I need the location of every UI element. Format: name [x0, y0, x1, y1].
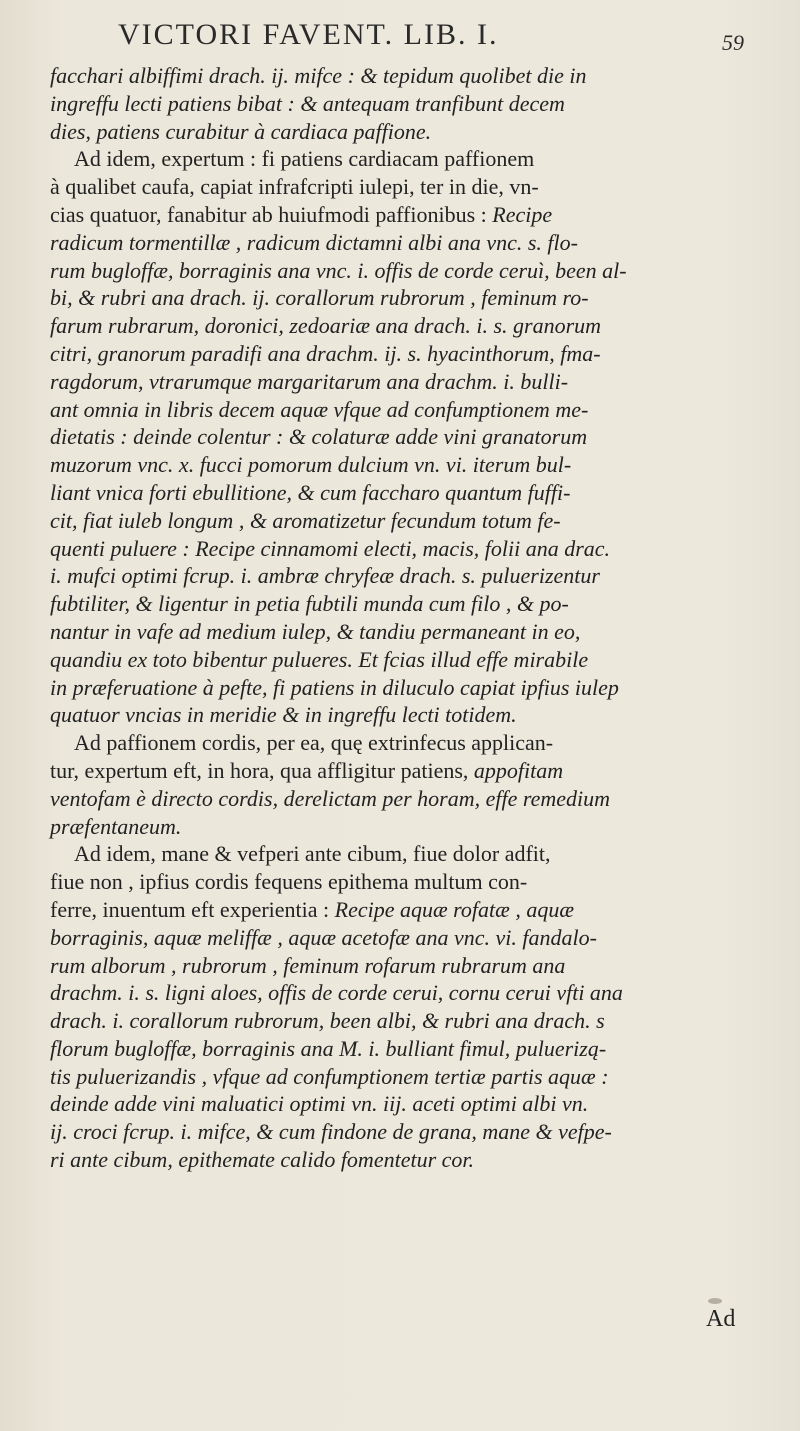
text-line: dies, patiens curabitur à cardiaca paffione.	[50, 118, 432, 144]
text-run: cias quatuor, fanabitur ab huiufmodi paffionibus :	[50, 201, 493, 227]
text-line: ant omnia in libris decem aquæ vfque ad confumptionem me-	[50, 396, 589, 422]
text-line: fiue non , ipfius cordis fequens epithema multum con-	[50, 869, 528, 895]
text-line: borraginis, aquæ meliffæ , aquæ acetofæ ana vnc. vi. fandalo-	[50, 924, 597, 950]
body-text	[50, 62, 788, 1174]
text-line: farum rubrarum, doronici, zedoariæ ana drach. i. s. granorum	[50, 313, 602, 339]
running-head: VICTORI FAVENT. LIB. I.	[118, 18, 499, 51]
text-line: fubtiliter, & ligentur in petia fubtili munda cum filo , & po-	[50, 591, 569, 617]
text-line	[50, 757, 788, 785]
page-number: 59	[722, 30, 744, 55]
text-line: tis puluerizandis , vfque ad confumptionem tertiæ partis aquæ :	[50, 1063, 609, 1089]
text-line: muzorum vnc. x. fucci pomorum dulcium vn. vi. iterum bul-	[50, 452, 572, 478]
text-line: nantur in vafe ad medium iulep, & tandiu permaneant in eo,	[50, 618, 581, 644]
text-line: quenti puluere : Recipe cinnamomi electi, macis, folii ana drac.	[50, 535, 611, 561]
text-line: citri, granorum paradifi ana drachm. ij. s. hyacinthorum, fma-	[50, 340, 601, 366]
text-line: rum alborum , rubrorum , feminum rofarum rubrarum ana	[50, 952, 566, 978]
page-header	[0, 14, 800, 54]
text-line	[50, 201, 788, 229]
text-line: bi, & rubri ana drach. ij. corallorum rubrorum , feminum ro-	[50, 285, 589, 311]
text-line: quatuor vncias in meridie & in ingreffu lecti totidem.	[50, 702, 517, 728]
text-line: ragdorum, vtrarumque margaritarum ana drachm. i. bulli-	[50, 368, 569, 394]
text-run: Recipe	[492, 201, 553, 227]
text-line: quandiu ex toto bibentur pulueres. Et fcias illud effe mirabile	[50, 646, 589, 672]
text-line: liant vnica forti ebullitione, & cum faccharo quantum fuffi-	[50, 479, 571, 505]
text-line: in præferuatione à pefte, fi patiens in diluculo capiat ipfius iulep	[50, 674, 619, 700]
text-run: ferre, inuentum eft experientia :	[50, 896, 335, 922]
text-line: rum bugloffæ, borraginis ana vnc. i. offis de corde ceruì, been al-	[50, 257, 627, 283]
text-run: tur, expertum eft, in hora, qua affligitur patiens,	[50, 757, 474, 783]
text-line: ri ante cibum, epithemate calido fomentetur cor.	[50, 1147, 475, 1173]
ink-smudge	[708, 1298, 722, 1304]
text-line: deinde adde vini maluatici optimi vn. iij. aceti optimi albi vn.	[50, 1091, 589, 1117]
text-line: drachm. i. s. ligni aloes, offis de corde cerui, cornu cerui vfti ana	[50, 980, 623, 1006]
text-run: Recipe aquæ rofatæ , aquæ	[334, 896, 574, 922]
text-line: ventofam è directo cordis, derelictam per horam, effe remedium	[50, 785, 611, 811]
text-line: radicum tormentillæ , radicum dictamni albi ana vnc. s. flo-	[50, 229, 578, 255]
text-line: Ad idem, expertum : fi patiens cardiacam paffionem	[74, 146, 535, 172]
text-line: cit, fiat iuleb longum , & aromatizetur fecundum totum fe-	[50, 507, 561, 533]
text-line: i. mufci optimi fcrup. i. ambræ chryfeæ drach. s. puluerizentur	[50, 563, 600, 589]
text-line: Ad idem, mane & vefperi ante cibum, fiue dolor adfit,	[74, 841, 551, 867]
text-line: drach. i. corallorum rubrorum, been albi, & rubri ana drach. s	[50, 1008, 605, 1034]
text-line: dietatis : deinde colentur : & colaturæ adde vini granatorum	[50, 424, 588, 450]
text-line: ingreffu lecti patiens bibat : & antequam tranfibunt decem	[50, 90, 565, 116]
catchword: Ad	[706, 1306, 736, 1332]
text-line	[50, 896, 788, 924]
text-line: florum bugloffæ, borraginis ana M. i. bulliant fimul, puluerizą-	[50, 1035, 607, 1061]
text-line: à qualibet caufa, capiat infrafcripti iulepi, ter in die, vn-	[50, 174, 539, 200]
text-run: appofitam	[473, 757, 564, 783]
text-line: Ad paffionem cordis, per ea, quę extrinfecus applican-	[74, 730, 554, 756]
text-line: ij. croci fcrup. i. mifce, & cum findone de grana, mane & vefpe-	[50, 1119, 612, 1145]
text-line: facchari albiffimi drach. ij. mifce : & tepidum quolibet die in	[50, 63, 587, 88]
text-line: præfentaneum.	[50, 813, 182, 839]
